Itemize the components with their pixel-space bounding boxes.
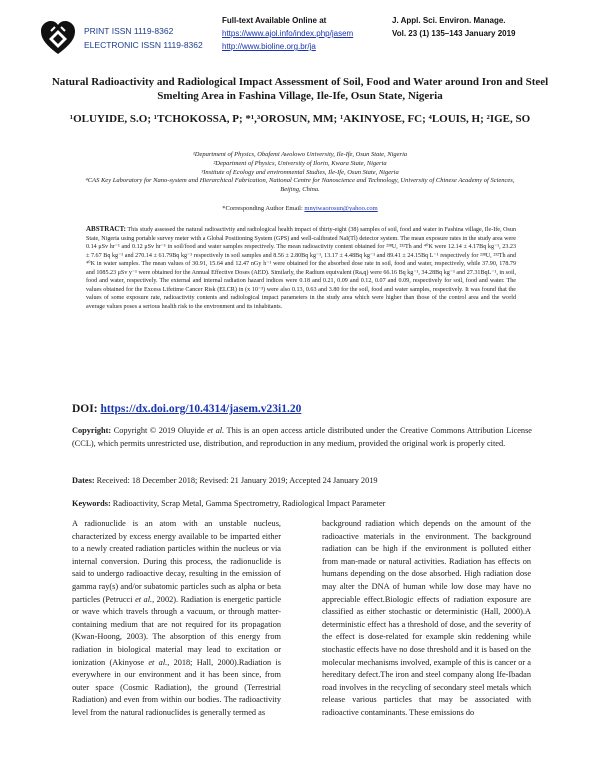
abstract-label: ABSTRACT: (86, 225, 126, 233)
copyright-notice (72, 425, 532, 450)
dates-text: Received: 18 December 2018; Revised: 21 January 2019; Accepted 24 January 2019 (94, 476, 378, 485)
dates-label: Dates: (72, 476, 95, 485)
issn-electronic: ELECTRONIC ISSN 1119-8362 (84, 40, 203, 50)
author-list: ¹OLUYIDE, S.O; ¹TCHOKOSSA, P; *¹,³OROSUN, MM; ¹AKINYOSE, FC; ⁴LOUIS, H; ²IGE, SO (69, 113, 531, 125)
issn-print: PRINT ISSN 1119-8362 (84, 26, 174, 36)
body-column-left (72, 518, 281, 720)
affiliation-item: ¹Department of Physics, Obafemi Awolowo University, Ile-Ife, Osun State, Nigeria (192, 151, 408, 158)
copyright-text-b: This is an open access article distributed under the Creative Commons Attribution License (CCL), which permits unrestricted use, distribution, and reproduction in any medium, provided the original work is properly cited. (72, 426, 532, 448)
copyright-label: Copyright: (72, 426, 112, 435)
fulltext-title: Full-text Available Online at (222, 16, 327, 25)
journal-logo-icon (38, 18, 78, 58)
issn-block (84, 24, 203, 52)
body-left-etal-2: et al. (148, 657, 168, 667)
doi-line (72, 403, 301, 415)
affiliations (80, 151, 520, 195)
affiliation-item: ²Department of Physics, University of Ilorin, Kwara State, Nigeria (213, 159, 387, 167)
doi-label: DOI: (72, 403, 101, 415)
doi-link[interactable]: https://dx.doi.org/10.4314/jasem.v23i1.20 (100, 403, 302, 415)
bioline-link[interactable]: http://www.bioline.org.br/ja (222, 42, 316, 51)
affiliation-item: ³Institute of Ecology and environmental Studies, Ile-Ife, Osun State, Nigeria (201, 168, 399, 176)
fulltext-block (222, 14, 392, 53)
body-left-etal-1: et al. (135, 594, 153, 604)
ajol-link[interactable]: https://www.ajol.info/index.php/jasem (222, 29, 354, 38)
body-left-part-b: , 2002). Radiation is energetic particle or wave which travels through a vacuum, or through matter-containing medium that are not required for its propagation (Kwan-Hoong, 2003). The absorption of this energy from radiation in biological material may lead to excitation or ionization (Akinyose (72, 594, 282, 667)
copyright-etal: et al. (207, 426, 225, 435)
body-left-part-a: A radionuclide is an atom with an unstable nucleus, characterized by excess energy available to be imparted either to a newly created radiation particles within the nucleus or via internal conversion. During this process, the radionuclide is said to undergo radioactive decay, resulting in the emission of gamma ray(s) and/or subatomic particles such as alpha or beta particles (Petrucci (72, 519, 281, 604)
dates-line (72, 476, 532, 485)
journal-name: J. Appl. Sci. Environ. Manage. (392, 16, 506, 25)
journal-volume: Vol. 23 (1) 135–143 January 2019 (392, 29, 516, 38)
body-left-part-c: , 2018; Hall, 2000).Radiation is everywhere in our environment and it has been since, from outer space (Cosmic Radiation), the ground (Terrestrial Radiation) and even from within our bodies. The radioactivity level from the natural radionuclides is generally termed as (72, 657, 281, 717)
journal-citation (392, 14, 516, 40)
affiliation-item: ⁴CAS Key Laboratory for Nano-system and Hierarchical Fabrication, National Centre for Nanoscience and Technology, University of Chinese Academy of Sciences, Beijing, China. (85, 177, 515, 193)
abstract (86, 225, 516, 311)
keywords-label: Keywords: (72, 499, 111, 508)
copyright-text-a: Copyright © 2019 Oluyide (111, 426, 208, 435)
keywords-text: Radioactivity, Scrap Metal, Gamma Spectrometry, Radiological Impact Parameter (110, 499, 386, 508)
body-column-right: background radiation which depends on the amount of the radioactive materials in the environment. The background radiation can be high if the environment is polluted either from man-made or natural activities. Radiation has effects on humans depending on the dose absorbed. High radiation dose may alter the DNA of human while low dose may have no appreciable effect.Biologic effects of radiation exposure are classified as either stochastic or deterministic (Hall, 2000).A deterministic effect has a threshold of dose, and the severity of the effect is dose-related for example skin reddening while stochastic effects have no dose threshold and it is based on the molecular mechanisms involved, example of this is cancer or a hereditary defect.The iron and steel company along Ife-Ibadan road involves in the recycling of secondary steel metals which release various particles that may be associated with radioactive contaminants. These emissions do (322, 519, 531, 717)
keywords-line (72, 499, 532, 508)
corresponding-email-link[interactable]: mnyiwaorosun@yahoo.com (304, 205, 378, 212)
abstract-text: This study assessed the natural radioactivity and radiological health impact of thirty-eight (38) samples of soil, food and water in Fashina village, Ile-Ife, Osun State, Nigeria using portable survey meter with a Global Positioning System (GPS) and well-calibrated NaI(Tl) detector system. The mean exposure rates in the study area were 0.14 μSv hr⁻¹ and 0.12 μSv hr⁻¹ in soil/food and water samples respectively. The mean radioactivity content obtained for ²³⁸U, ²³²Th and ⁴⁰K were 12.14 ± 4.17Bq kg⁻¹, 23.23 ± 7.67 Bq kg⁻¹ and 270.14 ± 61.79Bq kg⁻¹ respectively in soil samples and 8.56 ± 2.80Bq kg⁻¹, 13.17 ± 4.48Bq kg⁻¹ and 89.41 ± 24.15Bq L⁻¹ respectively for ²³⁸U, ²³²Th and ⁴⁰K in water samples. The mean values of 30.91, 15.64 and 12.47 nGy h⁻¹ were obtained for the absorbed dose rate in soil, food and water, respectively, while 37.90, 178.79 and 1085.23 μSv y⁻¹ were obtained for the Annual Effective Doses (AED). Similarly, the Radium equivalent (Raₑq) were 66.16 Bq kg⁻¹, 34.28Bq kg⁻¹ and 27.31BqL⁻¹, in soil, food and water, respectively. The external and internal radiation hazard indices were 0.18 and 0.21, 0.09 and 0.12, 0.07 and 0.09, respectively for soil, food and water. The values obtained for the Excess Lifetime Cancer Risk (ELCR) in (x 10⁻³) were also 0.13, 0.63 and 3.80 for the soil, food and water samples, respectively. It was found that the values of some exposure rate, radioactivity contents and radiological impact parameters in the study area which were higher than those of the control area and the world average values poses a serious health risk to the environment and its inhabitants. (86, 227, 516, 310)
paper-title: Natural Radioactivity and Radiological Impact Assessment of Soil, Food and Water around Iron and Steel Smelting Area in Fashina Village, Ile-Ife, Osun State, Nigeria (51, 76, 549, 102)
corresponding-author (150, 205, 450, 212)
corresponding-label: *Corresponding Author Email: (222, 205, 305, 212)
